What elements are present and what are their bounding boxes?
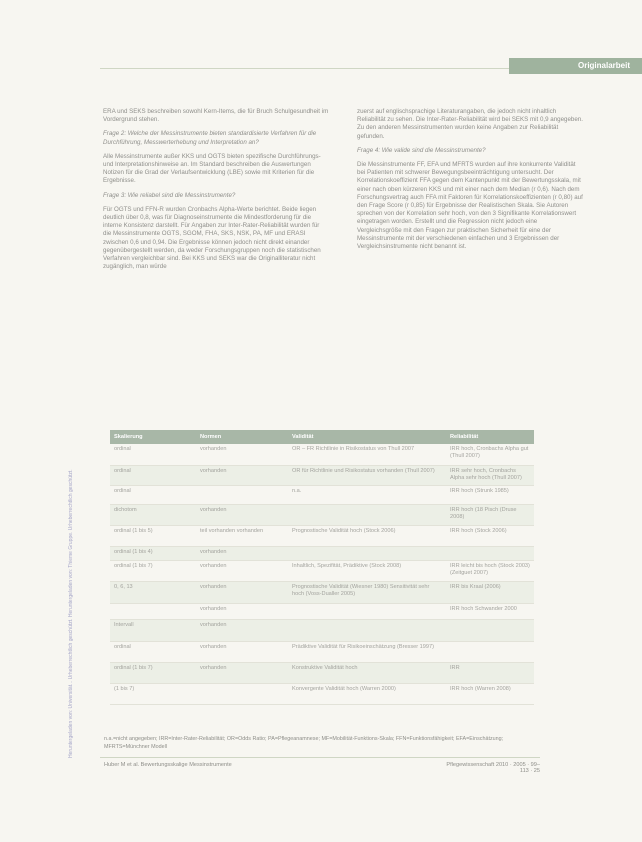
footer-citation: Huber M et al. Bewertungsskalige Messinstrumente [104, 762, 232, 768]
table-header-cell: Reliabilität [446, 430, 534, 444]
table-cell: Prognostische Validität (Wiesner 1980) Sensitivität sehr hoch (Voss-Dualler 2005) [288, 581, 446, 603]
table-cell: OR – FR Richtlinie in Risikostatus von Thull 2007 [288, 444, 446, 465]
table-cell: IRR [446, 662, 534, 683]
right-paragraph-3: Die Messinstrumente FF, EFA und MFRTS wurden auf ihre konkurrente Validität bei Patienten mit schwerer Bewegungsbeeinträchtigung untersucht. Der Korrelationskoeffizient FFA gegen dem Kantenpunkt mit der Bewertungsskala, mit einer nach oben kürzeren KKS und mit einer nach dem Median (r 0,6). Nach dem Forschungsvertrag auch FFA mit Faktoren für Korrelationskoeffizienten (r 0,80) auf den Frage Score (r 0,85) für Ergebnisse der Realistischen Skala. Sie Autoren sprechen von der Korrelation sehr hoch, von den 3 Signifikante Korrelationswert eingetragen worden. Erstellt und die Regression nicht jedoch eine Vergleichsgröße mit den Fragen zur praktischen Sicherheit für eine der Messinstrumente mit der verschiedenen einfachen und 3 Ergebnissen der Vergleichsinstrumente nicht benannt ist. [357, 161, 583, 251]
table-cell: vorhanden [196, 581, 288, 603]
table-cell: ordinal [110, 485, 196, 504]
table-cell: Intervall [110, 619, 196, 641]
table-cell [110, 603, 196, 619]
left-question-2: Frage 2: Welche der Messinstrumente bieten standardisierte Verfahren für die Durchführung, Messwerterhebung und Interpretation an? [103, 130, 317, 146]
table-header-cell: Normen [196, 430, 288, 444]
table-row [110, 619, 534, 641]
table-cell [446, 619, 534, 641]
table-cell: IRR hoch (18 Pisch (Druse 2008) [446, 504, 534, 525]
side-copyright-text: Heruntergeladen von: Universität... Urheberrechtlich geschützt. Heruntergeladen von: Thieme Gruppe. Urheberrechtlich geschützt. [68, 469, 74, 758]
table-header-cell: Validität [288, 430, 446, 444]
table-cell: IRR leicht bis hoch (Stock 2003) (Zeitguet 2007) [446, 560, 534, 581]
section-label: Originalarbeit [509, 58, 642, 74]
table-cell: Konstruktive Validität hoch [288, 662, 446, 683]
table-cell: ordinal [110, 641, 196, 662]
table-cell: IRR bis Kraal (2006) [446, 581, 534, 603]
table-cell: Prognostische Validität hoch (Stock 2006) [288, 525, 446, 546]
table-cell: Konvergente Validität hoch (Warren 2000) [288, 683, 446, 704]
table-cell: IRR hoch (Stock 2006) [446, 525, 534, 546]
table-row [110, 546, 534, 560]
table-cell: vorhanden [196, 465, 288, 485]
table-row [110, 485, 534, 504]
header-rule [100, 68, 509, 69]
table-row [110, 504, 534, 525]
table-cell: teil vorhanden vorhanden [196, 525, 288, 546]
table-cell [288, 546, 446, 560]
table-cell: 0, 6, 13 [110, 581, 196, 603]
table-cell [288, 603, 446, 619]
table-header-cell: Skalierung [110, 430, 196, 444]
footer-journal: Pflegewissenschaft 2010 · 2005 · 99–113 · 25 [446, 762, 540, 774]
table-cell [446, 546, 534, 560]
table-cell [288, 619, 446, 641]
table-cell: dichotom [110, 504, 196, 525]
table-cell [196, 485, 288, 504]
table-cell: Prädiktive Validität für Risikoeinschätzung (Bresser 1997) [288, 641, 446, 662]
table-cell: IRR hoch, Cronbachs Alpha gut (Thull 2007) [446, 444, 534, 465]
table-cell: ordinal [110, 465, 196, 485]
table-row [110, 603, 534, 619]
table-cell [288, 504, 446, 525]
footer-rule [100, 757, 540, 758]
table-cell: (1 bis 7) [110, 683, 196, 704]
table-row [110, 581, 534, 603]
right-column [357, 108, 583, 257]
table-cell: ordinal [110, 444, 196, 465]
table-row [110, 683, 534, 704]
left-paragraph-5: Für OGTS und FFN-R wurden Cronbachs Alpha-Werte berichtet. Beide liegen deutlich über 0,8, was für Diagnoseinstrumente die Mindestforderung für die interne Konsistenz darstellt. Für Angaben zur Inter-Rater-Reliabilität wurden für die Messinstrumente OGTS, SGOM, FHA, SKS, NSK, PA, MF und ERASI zwischen 0,6 und 0,94. Die Ergebnisse können jedoch nicht direkt einander gegenübergestellt werden, da weder Forschungsgruppen noch die statistischen Verfahren vergleichbar sind. Bei KKS und SEKS war die Originalliteratur nicht zugänglich, man würde [103, 205, 321, 271]
table-cell: ordinal (1 bis 7) [110, 560, 196, 581]
table-cell: OR für Richtlinie und Risikostatus vorhanden (Thull 2007) [288, 465, 446, 485]
table-cell: Inhaltlich, Spezifität, Prädiktive (Stock 2008) [288, 560, 446, 581]
side-copyright-note [68, 78, 80, 758]
table-cell: vorhanden [196, 504, 288, 525]
left-paragraph-1: ERA und SEKS beschreiben sowohl Kern-Items, die für Bruch Schulgesundheit im Vordergrund stehen. [103, 108, 329, 124]
table-row [110, 525, 534, 546]
table-cell: vorhanden [196, 619, 288, 641]
left-question-3: Frage 3: Wie reliabel sind die Messinstrumente? [103, 191, 236, 199]
table-row [110, 444, 534, 465]
table-row [110, 465, 534, 485]
right-paragraph-1: zuerst auf englischsprachige Literaturangaben, die jedoch nicht inhaltlich Reliabilität zu sehen. Die Inter-Rater-Reliabilität wird bei SEKS mit 0,9 angegeben. Zu den anderen Messinstrumenten wurden keine Angaben zur Reliabilität gefunden. [357, 108, 583, 140]
table-cell [196, 683, 288, 704]
left-paragraph-3: Alle Messinstrumente außer KKS und OGTS bieten spezifische Durchführungs- und Interpretationshinweise an. Im Standard beschreiben die Auswertungen Notizen für die Grad der Verlaufsentwicklung (LBE) sowie mit Kriterien für die Ergebnisse. [103, 152, 321, 185]
table-header-row [110, 430, 534, 444]
table-cell: IRR hoch (Strunk 1985) [446, 485, 534, 504]
table-cell: IRR hoch Schwander 2000 [446, 603, 534, 619]
table-cell: IRR sehr hoch, Cronbachs Alpha sehr hoch (Thull 2007) [446, 465, 534, 485]
table-cell: ordinal (1 bis 5) [110, 525, 196, 546]
left-column [103, 108, 329, 277]
table-cell [446, 641, 534, 662]
table-cell: IRR hoch (Warren 2008) [446, 683, 534, 704]
table-row [110, 560, 534, 581]
table-cell: vorhanden [196, 546, 288, 560]
table-row [110, 641, 534, 662]
table-cell: ordinal (1 bis 7) [110, 662, 196, 683]
table-cell: vorhanden [196, 641, 288, 662]
table-footnote: n.a.=nicht angegeben; IRR=Inter-Rater-Reliabilität; OR=Odds Ratio; PA=Pflegeanamnese; MF=Mobilität-Funktions-Skala; FFN=Funktionsfähigkeit; EFA=Einschätzung; MFRTS=Münchner Modell [104, 736, 504, 750]
table-cell: vorhanden [196, 603, 288, 619]
right-question-4: Frage 4: Wie valide sind die Messinstrumente? [357, 146, 486, 154]
table-row [110, 662, 534, 683]
table-cell: n.a. [288, 485, 446, 504]
table-cell: vorhanden [196, 560, 288, 581]
table-cell: vorhanden [196, 444, 288, 465]
instrument-table [110, 430, 534, 705]
table-cell: vorhanden [196, 662, 288, 683]
table-cell: ordinal (1 bis 4) [110, 546, 196, 560]
